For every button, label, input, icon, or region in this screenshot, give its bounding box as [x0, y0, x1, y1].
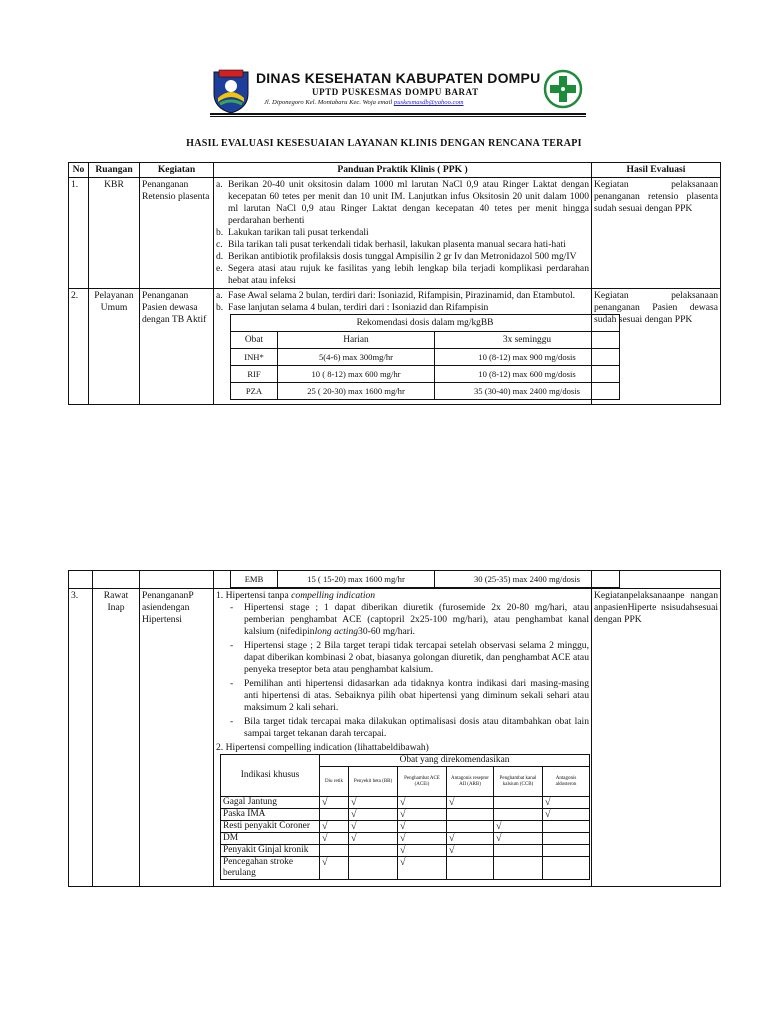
row-ruangan: Rawat Inap — [93, 589, 140, 887]
check-mark: √ — [494, 833, 543, 845]
check-mark: √ — [447, 845, 494, 857]
document-title: HASIL EVALUASI KESESUAIAN LAYANAN KLINIS DENGAN RENCANA TERAPI — [186, 138, 582, 149]
table-row — [231, 571, 620, 588]
empty-cell — [543, 845, 590, 857]
check-mark: √ — [349, 821, 398, 833]
list-item: b. Fase lanjutan selama 4 bulan, terdiri dari : Isoniazid dan Rifampisin — [216, 302, 489, 313]
list-item: - Bila target tidak tercapai maka dilakukan optimalisasi dosis atau ditambahkan obat lain sampai target tekanan darah tercapai. — [230, 716, 589, 739]
table-row — [231, 383, 620, 400]
ppk-item-1: 1. Hipertensi tanpa compelling indication — [216, 590, 376, 601]
empty-cell — [349, 845, 398, 857]
col-header-ruangan: Ruangan — [89, 163, 140, 178]
check-mark: √ — [543, 797, 590, 809]
hypertension-sublist — [216, 602, 589, 740]
check-mark: √ — [398, 809, 447, 821]
empty-cell — [543, 833, 590, 845]
table-row — [221, 797, 590, 809]
check-mark: √ — [349, 833, 398, 845]
row-panduan — [214, 589, 592, 887]
list-item: b. Lakukan tarikan tali pusat terkendali — [216, 227, 369, 238]
check-mark: √ — [398, 821, 447, 833]
dose-3x: 10 (8-12) max 900 mg/dosis — [435, 349, 620, 366]
col-header-no: No — [69, 163, 89, 178]
empty-cell — [320, 845, 349, 857]
check-mark: √ — [398, 857, 447, 880]
indikasi-label: Pencegahan stroke berulang — [221, 857, 320, 880]
check-mark: √ — [320, 857, 349, 880]
emb-cell — [214, 571, 592, 589]
row-kegiatan: Penanganan Retensio plasenta — [140, 178, 214, 289]
puskesmas-cross-logo — [543, 68, 583, 110]
dose-harian: 10 ( 8-12) max 600 mg/hr — [278, 366, 435, 383]
dose-col-3x: 3x seminggu — [435, 332, 620, 349]
check-mark: √ — [398, 845, 447, 857]
row-ruangan: KBR — [89, 178, 140, 289]
list-item: d. Berikan antibiotik profilaksis dosis tunggal Ampisilin 2 gr Iv dan Metronidazol 500 mg/IV — [216, 251, 577, 262]
drug-col-header: Penyekit beta (BB) — [349, 767, 398, 797]
table-row — [221, 821, 590, 833]
dose-3x: 30 (25-35) max 2400 mg/dosis — [435, 571, 620, 588]
compelling-indication-table — [220, 754, 590, 880]
check-mark: √ — [398, 797, 447, 809]
drug-col-header: Penghambat ACE (ACEi) — [398, 767, 447, 797]
group-header: Obat yang direkomendasikan — [320, 755, 590, 767]
dose-3x: 10 (8-12) max 600 mg/dosis — [435, 366, 620, 383]
row-hasil: Kegiatan pelaksanaan penanganan retensio plasenta sudah sesuai dengan PPK — [592, 178, 721, 289]
email-link[interactable]: puskesmasdb@yahoo.com — [393, 99, 464, 106]
table-header-row — [69, 163, 721, 178]
row-kegiatan: Penanganan Pasien dewasa dengan TB Aktif — [140, 289, 214, 405]
check-mark: √ — [349, 809, 398, 821]
dose-harian: 5(4-6) max 300mg/hr — [278, 349, 435, 366]
check-mark: √ — [447, 833, 494, 845]
list-item: - Pemilihan anti hipertensi didasarkan ada tidaknya kontra indikasi dari masing-masing anti hipertensi di atas. Sebaiknya pilih obat hipertensi yang diminum sekali sehari atau maksimum 2 kali sehari. — [230, 678, 589, 713]
ppk-item-2: 2. Hipertensi compelling indication (lihattabeldibawah) — [216, 742, 429, 753]
check-mark: √ — [543, 809, 590, 821]
empty-cell — [447, 809, 494, 821]
table-row — [69, 571, 721, 589]
tb-dose-table — [230, 314, 620, 400]
org-subtitle: UPTD PUSKESMAS DOMPU BARAT — [312, 87, 479, 97]
row-hasil: Kegiatanpelaksanaanpe nangananpasienHiperte nsisudahsesuaidengan PPK — [592, 589, 721, 887]
indikasi-label: Resti penyakit Coroner — [221, 821, 320, 833]
row-kegiatan: PenangananP asiendengan Hipertensi — [140, 589, 214, 887]
empty-cell — [494, 797, 543, 809]
table-row — [231, 366, 620, 383]
list-item: - Hipertensi stage ; 1 dapat diberikan diuretik (furosemide 2x 20-80 mg/hari, atau pemberian penghambat ACE (captopril 2x25-100 mg/hari), atau penghambat kanal kalsium (nifedipinlong acting30-60 mg/hari. — [230, 602, 589, 637]
list-item: c. Bila tarikan tali pusat terkendali tidak berhasil, lakukan plasenta manual secara hati-hati — [216, 239, 566, 250]
empty-cell — [320, 809, 349, 821]
list-item: e. Segera atasi atau rujuk ke fasilitas yang lebih lengkap bila terjadi komplikasi perdarahan hebat atau infeksi — [216, 263, 589, 286]
dose-3x: 35 (30-40) max 2400 mg/dosis — [435, 383, 620, 400]
table-row — [69, 178, 721, 289]
table-row — [69, 289, 721, 405]
check-mark: √ — [320, 821, 349, 833]
indikasi-label: DM — [221, 833, 320, 845]
check-mark: √ — [447, 797, 494, 809]
evaluation-table-part2 — [68, 570, 721, 887]
regency-crest-logo — [210, 68, 252, 114]
empty-cell — [494, 857, 543, 880]
table-row — [221, 845, 590, 857]
empty-cell — [447, 821, 494, 833]
row-hasil: Kegiatan pelaksanaan penanganan Pasien dewasa sudah sesuai dengan PPK — [592, 289, 721, 405]
table-row — [221, 809, 590, 821]
check-mark: √ — [320, 833, 349, 845]
empty-cell — [349, 857, 398, 880]
ppk-list — [216, 179, 589, 287]
dose-obat: EMB — [231, 571, 278, 588]
ppk-list — [216, 290, 589, 314]
check-mark: √ — [349, 797, 398, 809]
table-row — [221, 833, 590, 845]
empty-cell — [494, 809, 543, 821]
dose-obat: PZA — [231, 383, 278, 400]
dose-harian: 25 ( 20-30) max 1600 mg/hr — [278, 383, 435, 400]
indikasi-label: Penyakit Ginjal kronik — [221, 845, 320, 857]
drug-col-header: Diu retik — [320, 767, 349, 797]
check-mark: √ — [494, 821, 543, 833]
row-panduan — [214, 289, 592, 405]
empty-cell — [543, 821, 590, 833]
drug-col-header: Antagonis reseptor AII (ARB) — [447, 767, 494, 797]
dose-col-obat: Obat — [231, 332, 278, 349]
col-header-panduan: Panduan Praktik Klinis ( PPK ) — [214, 163, 592, 178]
check-mark: √ — [398, 833, 447, 845]
address-text: Jl. Diponegoro Kel. Montabaru Kec. Woja email — [264, 99, 393, 106]
dose-table-caption: Rekomendasi dosis dalam mg/kgBB — [231, 315, 620, 332]
empty-cell — [494, 845, 543, 857]
check-mark: √ — [320, 797, 349, 809]
evaluation-table-part1 — [68, 162, 721, 405]
empty-cell — [543, 857, 590, 880]
org-address — [264, 99, 464, 106]
tb-dose-table-continued — [230, 570, 620, 588]
row-panduan — [214, 178, 592, 289]
row-number: 2. — [69, 289, 89, 405]
list-item: a. Fase Awal selama 2 bulan, terdiri dari: Isoniazid, Rifampisin, Pirazinamid, dan Etambutol. — [216, 290, 576, 301]
dose-harian: 15 ( 15-20) max 1600 mg/hr — [278, 571, 435, 588]
indikasi-label: Paska IMA — [221, 809, 320, 821]
col-header-kegiatan: Kegiatan — [140, 163, 214, 178]
row-ruangan: Pelayanan Umum — [89, 289, 140, 405]
header-rule-thin — [210, 116, 586, 117]
col-header-hasil: Hasil Evaluasi — [592, 163, 721, 178]
table-row — [221, 857, 590, 880]
list-item: - Hipertensi stage ; 2 Bila target terapi tidak tercapai setelah observasi selama 2 minggu, dapat diberikan kombinasi 2 obat, biasanya golongan diuretik, dan penghambat ACE atau penyeka treseptor beta atau penghambat kalsium. — [230, 640, 589, 675]
org-title: DINAS KESEHATAN KABUPATEN DOMPU — [256, 70, 541, 86]
dose-col-harian: Harian — [278, 332, 435, 349]
indikasi-label: Gagal Jantung — [221, 797, 320, 809]
dose-obat: RIF — [231, 366, 278, 383]
indikasi-header: Indikasi khusus — [221, 755, 320, 797]
dose-obat: INH* — [231, 349, 278, 366]
empty-cell — [447, 857, 494, 880]
header-rule-thick — [210, 113, 586, 115]
drug-col-header: Antagonis aldosteron — [543, 767, 590, 797]
row-number: 3. — [69, 589, 93, 887]
list-item: a. Berikan 20-40 unit oksitosin dalam 1000 ml larutan NaCl 0,9 atau Ringer Laktat dengan kecepatan 60 tetes per menit dan 10 unit IM. Lanjutkan infus Oksitosin 20 unit dalam 1000 ml larutan NaCl 0,9 atau Ringer Laktat dengan kecepatan 40 tetes per menit hingga perdarahan berhenti — [216, 179, 589, 226]
table-row — [231, 349, 620, 366]
drug-col-header: Penghambat kanal kalsium (CCB) — [494, 767, 543, 797]
table-row — [69, 589, 721, 887]
row-number: 1. — [69, 178, 89, 289]
